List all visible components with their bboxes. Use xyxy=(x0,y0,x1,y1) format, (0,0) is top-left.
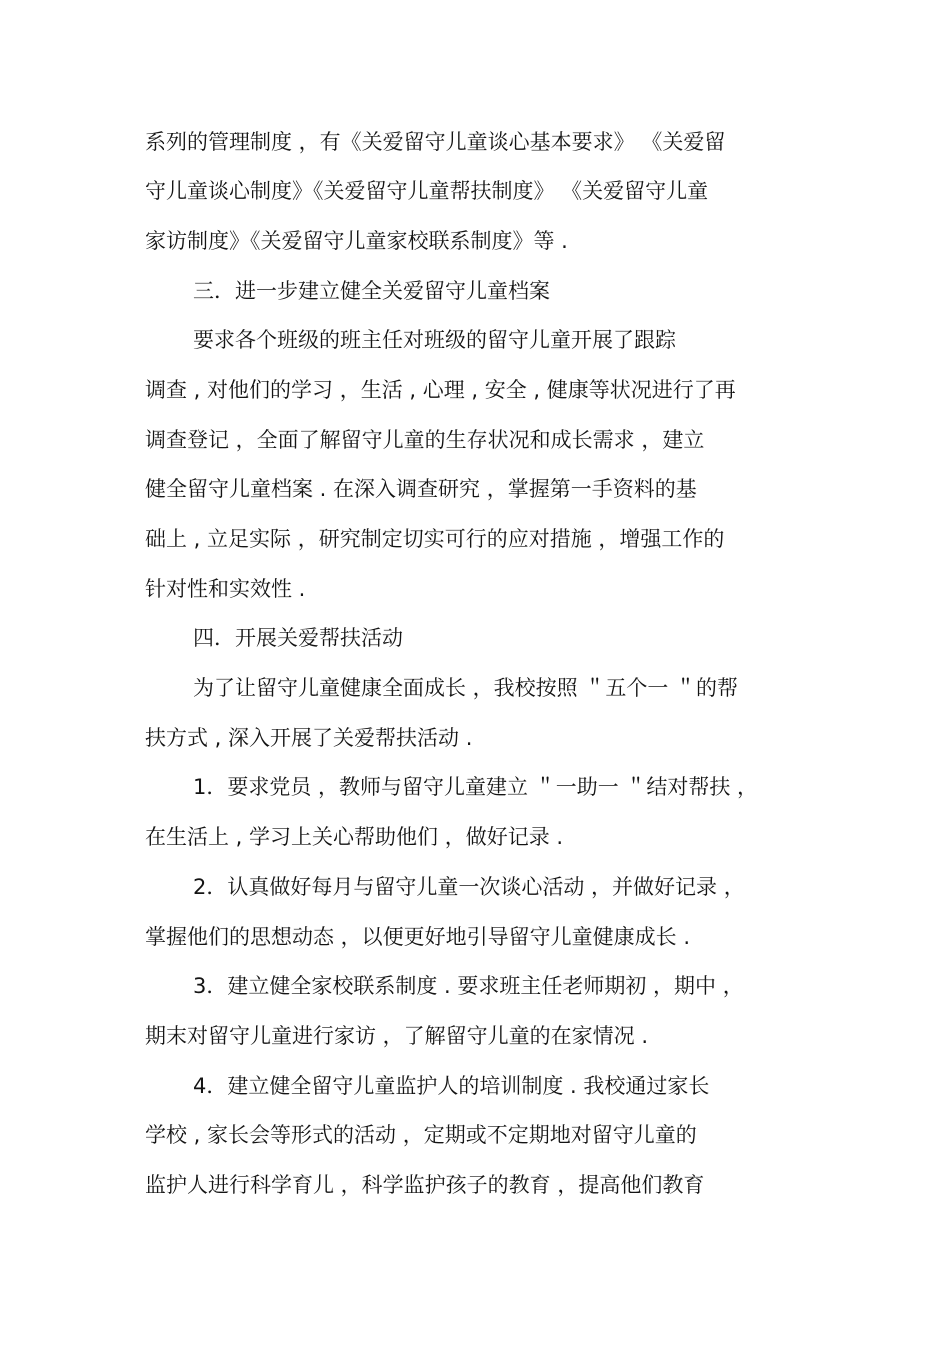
text-line: 健全留守儿童档案 . 在深入调查研究 ，掌握第一手资料的基 xyxy=(145,477,697,501)
section-heading: 四．开展关爱帮扶活动 xyxy=(193,626,403,650)
text-line: 础上 , 立足实际 ，研究制定切实可行的应对措施 ，增强工作的 xyxy=(145,527,725,551)
text-line: 监护人进行科学育儿 ，科学监护孩子的教育 ，提高他们教育 xyxy=(145,1173,705,1197)
list-item: 2．认真做好每月与留守儿童一次谈心活动 ，并做好记录 ， xyxy=(193,875,745,899)
list-item: 1．要求党员 ，教师与留守儿童建立 ＂一助一 ＂结对帮扶 ， xyxy=(193,775,759,799)
text-line: 调查 , 对他们的学习 ，生活 , 心理 , 安全 , 健康等状况进行了再 xyxy=(145,378,736,402)
list-item: 3．建立健全家校联系制度 . 要求班主任老师期初 ，期中 ， xyxy=(193,974,744,998)
text-line: 调查登记 ，全面了解留守儿童的生存状况和成长需求 ，建立 xyxy=(145,428,705,452)
text-line: 扶方式 , 深入开展了关爱帮扶活动 . xyxy=(145,726,473,750)
text-line: 为了让留守儿童健康全面成长 ，我校按照 ＂五个一 ＂的帮 xyxy=(193,676,739,700)
text-line: 期末对留守儿童进行家访 ，了解留守儿童的在家情况 . xyxy=(145,1024,649,1048)
text-line: 家访制度》《关爱留守儿童家校联系制度》等 . xyxy=(145,229,568,253)
section-heading: 三．进一步建立健全关爱留守儿童档案 xyxy=(193,279,550,303)
text-line: 系列的管理制度 ，有《关爱留守儿童谈心基本要求》 《关爱留 xyxy=(145,130,726,154)
text-line: 掌握他们的思想动态 ，以便更好地引导留守儿童健康成长 . xyxy=(145,925,691,949)
text-line: 守儿童谈心制度》《关爱留守儿童帮扶制度》 《关爱留守儿童 xyxy=(145,179,709,203)
text-line: 在生活上 , 学习上关心帮助他们 ，做好记录 . xyxy=(145,825,564,849)
text-line: 学校 , 家长会等形式的活动 ，定期或不定期地对留守儿童的 xyxy=(145,1123,697,1147)
text-line: 针对性和实效性 . xyxy=(145,577,306,601)
list-item: 4．建立健全留守儿童监护人的培训制度 . 我校通过家长 xyxy=(193,1074,710,1098)
text-line: 要求各个班级的班主任对班级的留守儿童开展了跟踪 xyxy=(193,328,676,352)
